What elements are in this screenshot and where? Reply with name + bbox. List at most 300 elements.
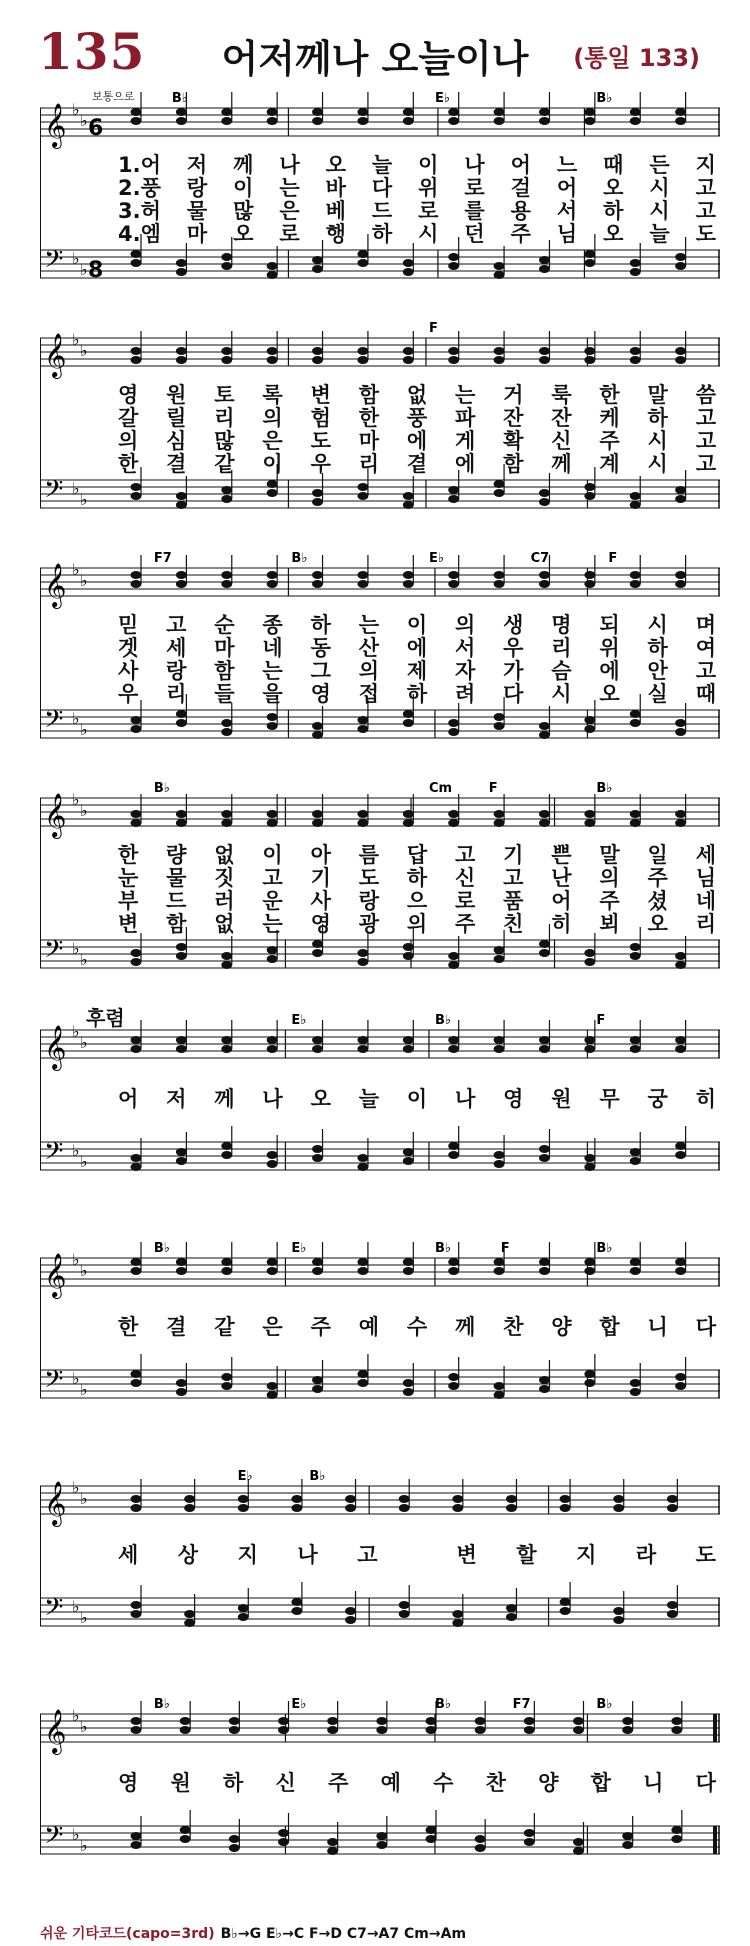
lyric-syllable: 들 [214, 682, 235, 706]
bass-note [494, 1151, 505, 1159]
lyric-syllable: 잔 [503, 406, 524, 430]
treble-note [630, 1036, 641, 1044]
treble-note [630, 580, 641, 588]
flat-icon: ♭ [80, 1380, 88, 1399]
treble-note [584, 571, 595, 579]
treble-note [357, 1267, 368, 1275]
bass-note [573, 1838, 584, 1846]
lyric-line [118, 844, 716, 867]
bass-note [131, 1601, 142, 1609]
bass-note [630, 492, 641, 500]
lyric-syllable: 고 [503, 866, 524, 890]
treble-staff [40, 568, 720, 596]
lyric-syllable: 오 [325, 153, 346, 177]
treble-note [131, 347, 142, 355]
lyric-syllable: 나 [279, 153, 300, 177]
treble-note [494, 1045, 505, 1053]
hymn-title: 어저께나 오늘이나 [221, 37, 529, 81]
lyric-syllable: 러 [214, 889, 235, 913]
treble-note [357, 117, 368, 125]
flat-icon: ♭ [72, 1478, 80, 1497]
bass-note [312, 1145, 323, 1153]
chord-label: B♭ [596, 1241, 613, 1256]
bass-note [403, 1157, 414, 1165]
treble-note [675, 347, 686, 355]
lyric-syllable: 4.엠 [118, 222, 161, 246]
lyric-syllable: 고 [695, 429, 716, 453]
bass-note [399, 1601, 410, 1609]
lyric-syllable: 시 [647, 452, 668, 476]
treble-note [630, 571, 641, 579]
flat-icon: ♭ [80, 1717, 88, 1736]
treble-note [357, 810, 368, 818]
chord-label: B♭ [153, 1241, 170, 1256]
lyric-syllable: 갈 [118, 406, 139, 430]
treble-note [267, 571, 278, 579]
lyric-syllable: 마 [186, 222, 208, 246]
flat-icon: ♭ [72, 939, 80, 958]
lyric-syllable: 짓 [214, 866, 235, 890]
bass-note [539, 1385, 550, 1393]
lyric-syllable: 을 [262, 682, 283, 706]
lyric-syllable: 제 [406, 659, 428, 683]
bass-note [221, 486, 232, 494]
bass-note [448, 262, 459, 270]
bass-note [184, 1610, 195, 1618]
lyric-line [118, 1772, 716, 1795]
chord-label: E♭ [434, 91, 450, 106]
treble-note [327, 1717, 338, 1725]
lyric-syllable: 함 [214, 659, 235, 683]
lyric-syllable: 양 [538, 1771, 559, 1795]
lyric-line [118, 200, 716, 223]
flat-icon: ♭ [72, 100, 80, 119]
bass-note [667, 1610, 678, 1618]
lyric-syllable: 생 [503, 613, 524, 637]
treble-note [560, 1495, 571, 1503]
treble-clef-icon: 𝄞 [44, 1253, 67, 1297]
chord-label: B♭ [596, 1697, 613, 1712]
bass-note [675, 728, 686, 736]
lyric-syllable: 한 [118, 1315, 139, 1339]
lyric-syllable: 원 [170, 1771, 191, 1795]
treble-note [539, 1267, 550, 1275]
bass-note [675, 262, 686, 270]
bass-note [376, 1841, 387, 1849]
bass-note [494, 480, 505, 488]
footer-chords: B♭→G E♭→C F→D C7→A7 Cm→Am [220, 1926, 467, 1942]
lyric-syllable: 변 [456, 1543, 477, 1567]
bass-note [267, 1151, 278, 1159]
bass-note [494, 946, 505, 954]
lyric-syllable: 리 [214, 406, 235, 430]
treble-note [267, 580, 278, 588]
treble-note [403, 1045, 414, 1053]
lyric-syllable: 하 [406, 866, 428, 890]
treble-note [184, 1504, 195, 1512]
flat-icon: ♭ [80, 1489, 88, 1508]
bass-note [229, 1844, 240, 1852]
bass-note [327, 1847, 338, 1855]
bass-note [448, 1382, 459, 1390]
lyric-line [118, 683, 716, 706]
treble-note [475, 1717, 486, 1725]
bass-note [584, 259, 595, 267]
lyric-syllable: 하 [603, 199, 624, 223]
lyric-syllable: 어 [556, 176, 578, 200]
footer-label: 쉬운 기타코드(capo=3rd) [40, 1926, 215, 1942]
treble-note [399, 1504, 410, 1512]
bass-clef-icon: 𝄢 [44, 705, 64, 740]
bass-note [312, 722, 323, 730]
lyric-syllable: 게 [454, 429, 476, 453]
bass-note [312, 498, 323, 506]
lyric-syllable: 되 [599, 613, 620, 637]
lyric-syllable: 룩 [551, 383, 572, 407]
chord-label: F [488, 781, 498, 796]
lyric-syllable: 그 [310, 659, 331, 683]
lyric-syllable: 1.어 [118, 153, 161, 177]
bass-staff [40, 940, 720, 968]
treble-note [221, 1267, 232, 1275]
treble-note [403, 108, 414, 116]
treble-clef-icon: 𝄞 [44, 333, 67, 377]
bass-note [221, 253, 232, 261]
treble-note [267, 117, 278, 125]
flat-icon: ♭ [80, 1033, 88, 1052]
lyric-line [118, 223, 716, 246]
lyric-syllable: 리 [551, 636, 572, 660]
treble-note [278, 1717, 289, 1725]
bass-note [176, 710, 187, 718]
lyric-syllable: 리 [166, 682, 187, 706]
treble-note [675, 1036, 686, 1044]
bass-note [131, 949, 142, 957]
lyric-syllable: 는 [279, 176, 300, 200]
bass-note [539, 731, 550, 739]
bass-note [560, 1607, 571, 1615]
chord-label: B♭ [171, 91, 188, 106]
lyric-syllable: 오 [603, 176, 624, 200]
treble-note [312, 1258, 323, 1266]
bass-note [452, 1610, 463, 1618]
treble-note [584, 356, 595, 364]
chord-label: B♭ [434, 1013, 451, 1028]
bass-note [622, 1832, 633, 1840]
lyric-syllable: 히 [695, 1087, 716, 1111]
treble-note [229, 1726, 240, 1734]
bass-note [312, 256, 323, 264]
bass-note [357, 716, 368, 724]
lyric-syllable: 때 [603, 153, 624, 177]
lyric-syllable: 겟 [118, 636, 139, 660]
lyric-syllable: 늘 [649, 222, 670, 246]
bass-note [630, 1148, 641, 1156]
refrain-label: 후렴 [86, 1006, 125, 1030]
lyric-line [118, 913, 716, 936]
lyric-syllable: 의 [118, 429, 139, 453]
treble-note [180, 1726, 191, 1734]
lyric-syllable: 어 [551, 889, 572, 913]
lyric-syllable: 느 [556, 153, 578, 177]
treble-note [671, 1717, 682, 1725]
lyric-syllable: 한 [358, 406, 379, 430]
lyric-syllable: 고 [454, 843, 476, 867]
treble-note [675, 1045, 686, 1053]
treble-note [131, 1726, 142, 1734]
lyric-syllable: 이 [262, 452, 283, 476]
lyric-syllable: 에 [454, 452, 476, 476]
bass-note [448, 253, 459, 261]
guitar-chord-footer [40, 1923, 466, 1943]
treble-note [630, 1045, 641, 1053]
bass-note [176, 719, 187, 727]
treble-note [176, 1267, 187, 1275]
lyric-line [118, 660, 716, 683]
flat-icon: ♭ [72, 1825, 80, 1844]
lyric-syllable: 으 [406, 889, 428, 913]
bass-clef-icon: 𝄢 [44, 1821, 64, 1856]
bass-note [267, 489, 278, 497]
lyric-syllable: 하 [647, 406, 668, 430]
chord-label: C7 [530, 551, 550, 566]
lyric-syllable: 름 [358, 843, 379, 867]
lyric-syllable: 동 [310, 636, 331, 660]
treble-note [613, 1504, 624, 1512]
lyric-syllable: 려 [454, 682, 476, 706]
lyric-syllable: 세 [695, 843, 716, 867]
chord-label: B♭ [153, 781, 170, 796]
bass-note [403, 952, 414, 960]
lyric-syllable: 상 [177, 1543, 199, 1567]
lyric-syllable: 때 [695, 682, 716, 706]
bass-note [131, 1379, 142, 1387]
bass-note [131, 259, 142, 267]
bass-note [584, 483, 595, 491]
lyric-syllable: 부 [118, 889, 139, 913]
lyric-line [118, 384, 716, 407]
bass-note [448, 728, 459, 736]
bass-note [131, 1163, 142, 1171]
treble-note [494, 117, 505, 125]
lyric-syllable: 은 [262, 1315, 283, 1339]
bass-note [131, 1370, 142, 1378]
treble-note [184, 1495, 195, 1503]
lyric-syllable: 하 [406, 682, 428, 706]
treble-note [403, 571, 414, 579]
bass-note [539, 498, 550, 506]
chord-label: Cm [428, 781, 453, 796]
lyric-syllable: 셨 [647, 889, 668, 913]
treble-note [131, 1036, 142, 1044]
treble-note [403, 347, 414, 355]
bass-note [229, 1835, 240, 1843]
lyric-syllable: 예 [358, 1315, 379, 1339]
treble-note [345, 1495, 356, 1503]
lyric-syllable: 안 [647, 659, 668, 683]
chord-label: B♭ [309, 1469, 326, 1484]
flat-icon: ♭ [72, 1141, 80, 1160]
treble-note [267, 356, 278, 364]
treble-note [176, 819, 187, 827]
bass-note [221, 495, 232, 503]
treble-note [675, 108, 686, 116]
lyric-syllable: 아 [310, 843, 331, 867]
treble-note [448, 117, 459, 125]
lyric-syllable: 에 [406, 636, 428, 660]
bass-note [238, 1613, 249, 1621]
bass-clef-icon: 𝄢 [44, 935, 64, 970]
lyric-syllable: 님 [695, 866, 716, 890]
treble-note [448, 819, 459, 827]
bass-note [630, 943, 641, 951]
bass-staff [40, 1142, 720, 1170]
treble-note [539, 1045, 550, 1053]
bass-note [221, 952, 232, 960]
bass-note [448, 1151, 459, 1159]
system-2 [40, 318, 720, 540]
lyric-line [118, 453, 716, 476]
lyric-syllable: 를 [464, 199, 485, 223]
flat-icon: ♭ [80, 720, 88, 739]
lyric-syllable: 량 [166, 843, 187, 867]
bass-note [180, 1826, 191, 1834]
treble-note [131, 819, 142, 827]
bass-note [475, 1844, 486, 1852]
lyric-syllable: 여 [695, 636, 716, 660]
lyric-syllable: 께 [454, 1315, 476, 1339]
bass-note [524, 1838, 535, 1846]
bass-note [345, 1616, 356, 1624]
lyric-syllable: 한 [599, 383, 620, 407]
treble-note [131, 1717, 142, 1725]
lyric-syllable: 신 [275, 1771, 296, 1795]
lyric-syllable: 행 [325, 222, 346, 246]
bass-note [312, 949, 323, 957]
lyric-syllable: 니 [643, 1771, 664, 1795]
lyric-syllable: 오 [233, 222, 254, 246]
system-4 [40, 778, 720, 1000]
bass-note [494, 489, 505, 497]
lyric-syllable: 위 [599, 636, 620, 660]
lyric-syllable: 수 [406, 1315, 428, 1339]
bass-note [426, 1835, 437, 1843]
treble-note [524, 1717, 535, 1725]
bass-note [267, 1391, 278, 1399]
bass-note [494, 1382, 505, 1390]
treble-note [573, 1726, 584, 1734]
treble-note [448, 108, 459, 116]
lyric-syllable: 신 [551, 429, 572, 453]
lyric-syllable: 영 [310, 682, 331, 706]
treble-note [630, 108, 641, 116]
lyric-syllable: 리 [695, 912, 716, 936]
lyric-syllable: 마 [358, 429, 379, 453]
chord-label: F [596, 1013, 606, 1028]
lyric-syllable: 다 [695, 1771, 716, 1795]
bass-note [539, 265, 550, 273]
lyric-syllable: 의 [406, 912, 428, 936]
treble-note [584, 1258, 595, 1266]
bass-note [675, 253, 686, 261]
lyric-syllable: 나 [262, 1087, 283, 1111]
lyric-syllable: 랑 [358, 889, 379, 913]
treble-note [584, 580, 595, 588]
bass-note [131, 716, 142, 724]
treble-note [131, 1504, 142, 1512]
bass-note [176, 1379, 187, 1387]
lyric-syllable: 주 [328, 1771, 349, 1795]
lyric-syllable: 서 [454, 636, 476, 660]
bass-note [131, 483, 142, 491]
treble-note [131, 571, 142, 579]
lyric-syllable: 원 [551, 1087, 572, 1111]
treble-note [494, 108, 505, 116]
treble-note [613, 1495, 624, 1503]
lyric-syllable: 가 [503, 659, 524, 683]
lyric-syllable: 하 [223, 1771, 244, 1795]
lyric-syllable: 우 [118, 682, 139, 706]
treble-note [176, 580, 187, 588]
chord-label: F [428, 321, 438, 336]
lyric-syllable: 께 [551, 452, 572, 476]
bass-note [176, 1388, 187, 1396]
bass-note [221, 1151, 232, 1159]
lyric-syllable: 네 [695, 889, 716, 913]
lyric-syllable: 고 [695, 452, 716, 476]
treble-note [403, 810, 414, 818]
lyric-syllable: 나 [464, 153, 485, 177]
lyric-syllable: 니 [647, 1315, 668, 1339]
treble-note [221, 819, 232, 827]
treble-note [448, 580, 459, 588]
bass-note [539, 256, 550, 264]
chord-label: E♭ [291, 1241, 307, 1256]
lyric-syllable: 많 [214, 429, 235, 453]
bass-note [312, 940, 323, 948]
chord-label: F [608, 551, 618, 566]
lyric-syllable: 궁 [647, 1087, 668, 1111]
bass-note [357, 492, 368, 500]
bass-note [675, 961, 686, 969]
lyric-syllable: 고 [166, 613, 187, 637]
lyric-syllable: 이 [406, 1087, 428, 1111]
bass-note [584, 716, 595, 724]
chord-label: F [500, 1241, 510, 1256]
bass-note [176, 259, 187, 267]
treble-note [403, 356, 414, 364]
lyric-syllable: 에 [406, 429, 428, 453]
bass-note [221, 1382, 232, 1390]
system-1 [40, 88, 720, 310]
treble-note [560, 1504, 571, 1512]
treble-note [221, 1258, 232, 1266]
bass-note [238, 1604, 249, 1612]
lyric-syllable: 2.풍 [118, 176, 161, 200]
treble-note [376, 1717, 387, 1725]
treble-note [539, 1258, 550, 1266]
bass-note [403, 501, 414, 509]
treble-note [131, 117, 142, 125]
lyric-syllable: 케 [599, 406, 620, 430]
flat-icon: ♭ [72, 1022, 80, 1041]
lyric-syllable: 없 [406, 383, 428, 407]
treble-note [131, 108, 142, 116]
treble-note [539, 819, 550, 827]
lyric-syllable: 하 [647, 636, 668, 660]
treble-note [584, 1036, 595, 1044]
bass-note [675, 1373, 686, 1381]
